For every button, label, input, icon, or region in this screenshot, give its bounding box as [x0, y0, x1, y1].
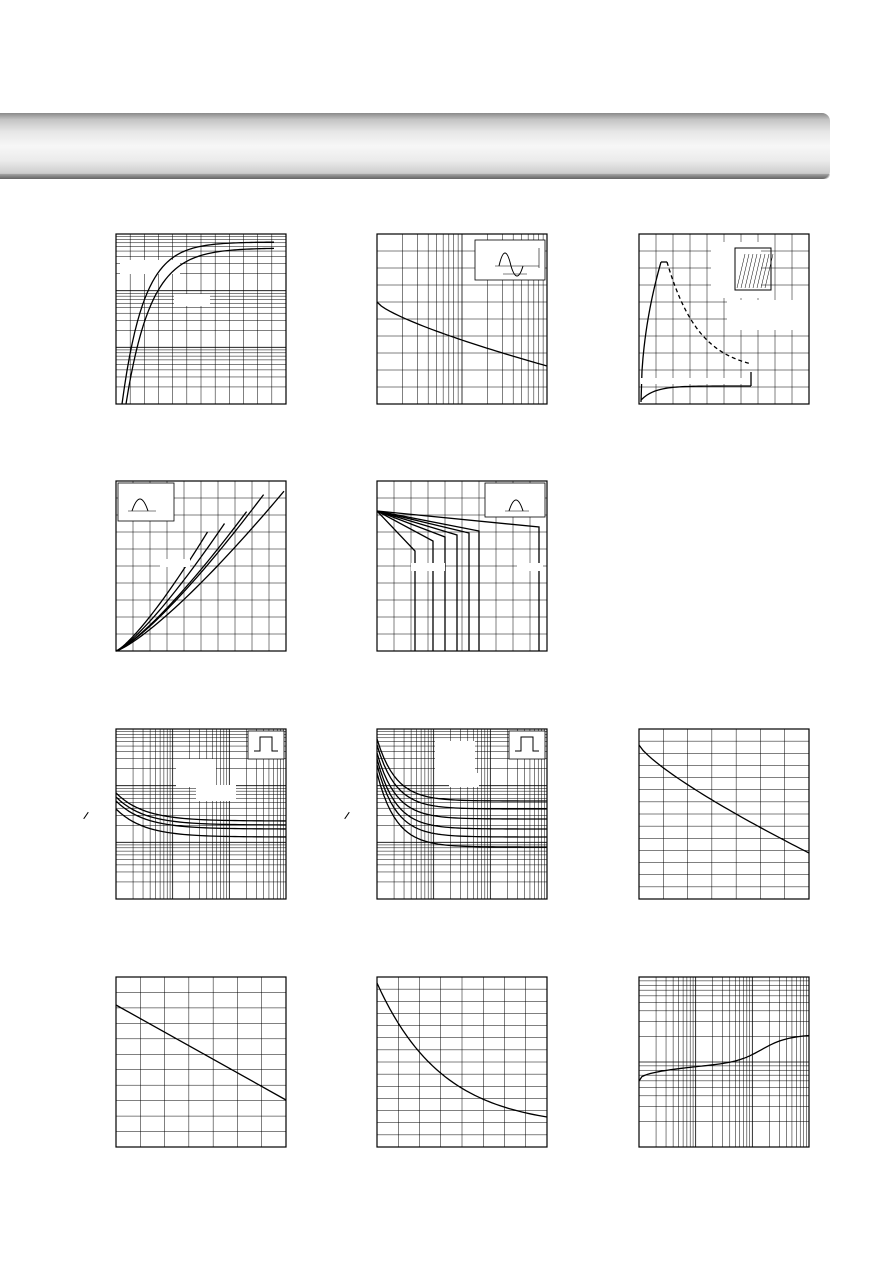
graph-4-curve-2	[116, 524, 225, 652]
graph-2-panel	[377, 234, 547, 404]
graph-9-curve	[639, 745, 809, 853]
graph-4-curve-3	[116, 512, 247, 651]
graph-11-panel	[377, 977, 547, 1147]
graph-12-panel	[639, 977, 809, 1147]
graph-10-panel	[116, 977, 286, 1147]
graph-3-panel	[639, 234, 809, 404]
graph-12-curve	[639, 1035, 809, 1081]
graph-7-panel	[116, 729, 286, 899]
graph-3-lower-curve	[641, 386, 751, 400]
graph-5-panel	[377, 481, 547, 651]
graph-4-panel	[116, 481, 286, 651]
graph-1-panel	[116, 234, 286, 404]
graph-8-panel	[377, 729, 547, 899]
graph-4-curve-1	[116, 532, 208, 651]
graph-10-line	[116, 1005, 286, 1100]
graph-9-panel	[639, 729, 809, 899]
